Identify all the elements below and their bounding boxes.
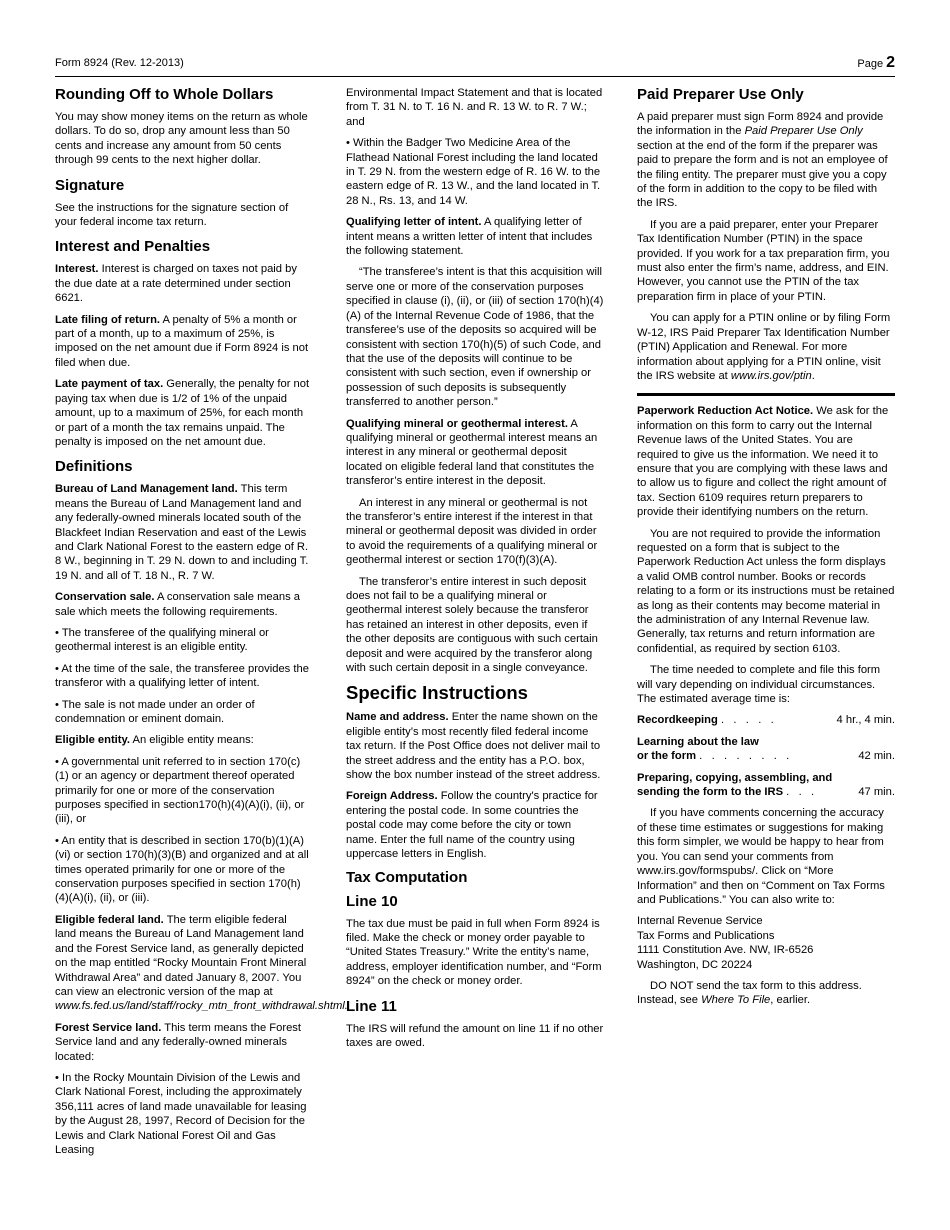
entire-interest-para: The transferor’s entire interest in such deposit does not fail to be a qualifying mineral or geothermal interest solely because the transferor has retained an interest in other deposits, even if the other deposits are contiguous with such certain deposit and were acquired by the transferor along with such certain deposit in a single conveyance. — [346, 575, 598, 675]
ee-bullet-1: • A governmental unit referred to in section 170(c)(1) or an agency or department thereof operated primarily for one or more of the conservation purposes specified in section170(h)(4)(A)(i), (ii), or (iii), or — [55, 755, 305, 826]
ppu-text-2: section at the end of the form if the preparer was paid to prepare the form and is not an employee of the filing entity. The preparer must give you a copy of the form in addition to the copy to be filed with the IRS. — [637, 139, 888, 210]
eligible-land-term: Eligible federal land. — [55, 913, 164, 926]
comments-para: If you have comments concerning the accuracy of these time estimates or suggestions for making this form simpler, we would be happy to hear from you. You can send your comments from www.irs.gov/formspubs/. Click on “More Information” and then on “Comment on Tax Forms and Publications.” You can also write to: — [637, 807, 885, 906]
pra-para-2: You are not required to provide the information requested on a form that is subject to the Paperwork Reduction Act unless the form displays a valid OMB control number. Books or records relating to a form or its instructions must be retained as long as their contents may become material in the administration of any Internal Revenue law. Generally, tax returns and return information are confidential, as required by section 6103. — [637, 527, 895, 655]
conservation-para — [55, 590, 310, 619]
pra-para-1 — [637, 404, 895, 519]
fs-bullet-1: • In the Rocky Mountain Division of the Lewis and Clark National Forest, including the approximately 356,111 acres of land made unavailable for leasing by the August 28, 1997, Record of Decision for the Lewis and Clark National Forest Oil and Gas Leasing — [55, 1071, 307, 1156]
late-payment-text: Generally, the penalty for not paying tax when due is 1/2 of 1% of the unpaid amount, up to a maximum of 25%, for each month or part of a month the tax remains unpaid. The penalty is imposed on the net amount due. — [55, 378, 310, 448]
interest-heading: Interest and Penalties — [55, 238, 211, 256]
late-filing-para — [55, 313, 310, 371]
est-prep-label-1: Preparing, copying, assembling, and — [637, 771, 833, 784]
est-record-dots: . . . . . — [720, 714, 774, 727]
fs-bullet-2: • Within the Badger Two Medicine Area of the Flathead National Forest including the land located in T. 29 N. from the western edge of R. 16 W. to the eastern edge of R. 13 W., and the land located in T. 28 N., Rs. 13, and 14 W. — [346, 137, 601, 207]
line-10-text: The tax due must be paid in full when Form 8924 is filed. Make the check or money order payable to “United States Treasury.” Write the entity’s name, address, employer identification number, and “Form 8924” on the check or money order. — [346, 917, 602, 988]
map-url: www.fs.fed.us/land/staff/rocky_mtn_front_withdrawal.shtml. — [55, 1000, 348, 1013]
dont-send-text-1: DO NOT send the tax form to this address. Instead, see — [637, 979, 862, 1007]
paid-preparer-para-3 — [637, 311, 895, 383]
qmg-term: Qualifying mineral or geothermal interest. — [346, 417, 568, 430]
foreign-address-para — [346, 789, 604, 861]
column-1 — [55, 86, 348, 1164]
form-label: Form 8924 (Rev. 12-2013) — [55, 57, 184, 69]
est-record-label: Recordkeeping — [637, 714, 718, 727]
page-header — [55, 54, 895, 77]
ppu-text-1: A paid preparer must sign Form 8924 and provide the information in the — [637, 111, 884, 138]
est-learn-label-2: or the form — [637, 750, 697, 763]
irs-address — [637, 914, 895, 972]
name-address-para — [346, 710, 604, 782]
late-filing-text: A penalty of 5% a month or part of a month, up to a maximum of 25%, is imposed on the net amount due if Form 8924 is not filed when due. — [55, 313, 309, 369]
forest-term: Forest Service land. — [55, 1021, 162, 1034]
est-record-value: 4 hr., 4 min. — [836, 714, 895, 727]
page-word: Page — [857, 58, 884, 70]
eligible-entity-term: Eligible entity. — [55, 734, 131, 747]
pra-text: We ask for the information on this form to carry out the Internal Revenue laws of the United States. You are required to give us the information. We need it to ensure that you are complying with these laws and to allow us to figure and collect the right amount of tax. Section 6109 requires return preparers to provide their identifying numbers on the return. — [637, 405, 889, 519]
qmg-text: A qualifying mineral or geothermal interest means an interest in any mineral or geothermal deposit located on eligible federal land that constitutes the transferor’s entire interest in the deposit. — [346, 417, 598, 488]
conservation-term: Conservation sale. — [55, 591, 155, 604]
estimate-learning — [637, 735, 895, 764]
conservation-text: A conservation sale means a sale which meets the following requirements. — [55, 591, 301, 618]
estimate-preparing — [637, 771, 895, 800]
do-not-send-para — [637, 979, 895, 1008]
interest-text: Interest is charged on taxes not paid by the due date at a rate determined under section 6621. — [55, 263, 297, 305]
address-line-3: 1111 Constitution Ave. NW, IR-6526 — [637, 944, 814, 957]
qli-text: A qualifying letter of intent means a written letter of intent that includes the following statement. — [346, 216, 593, 258]
section-divider — [637, 393, 895, 396]
pra-term: Paperwork Reduction Act Notice. — [637, 405, 814, 418]
late-payment-term: Late payment of tax. — [55, 378, 164, 391]
cs-bullet-3: • The sale is not made under an order of condemnation or eminent domain. — [55, 698, 255, 725]
est-learn-value: 42 min. — [858, 750, 895, 763]
blm-text: This term means the Bureau of Land Management land and any federally-owned minerals located south of the Blackfeet Indian Reservation and east of the Lewis and Clark National Forest to the eastern edge of R. 8 W., beginning in T. 29 N. down to and including T. 19 N. and all of T. 18 N., R. 7 W. — [55, 483, 309, 582]
signature-text: See the instructions for the signature section of your federal income tax return. — [55, 201, 289, 229]
eligible-entity-para — [55, 733, 310, 747]
paid-preparer-heading: Paid Preparer Use Only — [637, 86, 804, 103]
signature-heading: Signature — [55, 176, 125, 194]
address-line-2: Tax Forms and Publications — [637, 929, 775, 942]
paid-preparer-para-1 — [637, 110, 895, 211]
forest-para — [55, 1021, 310, 1064]
interest-para — [55, 262, 310, 305]
tax-computation-heading: Tax Computation — [346, 868, 468, 886]
ppu-italic: Paid Preparer Use Only — [744, 125, 863, 138]
est-learn-label-1: Learning about the law — [637, 735, 759, 748]
late-filing-term: Late filing of return. — [55, 313, 161, 326]
pra-para-3: The time needed to complete and file this form will vary depending on individual circumstances. The estimated average time is: — [637, 664, 881, 706]
paid-preparer-para-2: If you are a paid preparer, enter your Preparer Tax Identification Number (PTIN) in the space provided. If you work for a tax preparation firm, you must also enter the firm’s name, address, and EIN. However, you cannot use the PTIN of the tax preparation firm in place of your PTIN. — [637, 218, 890, 303]
eligible-land-text: The term eligible federal land means the Bureau of Land Management land and the Forest Service land, as generally depicted on the map entitled “Rocky Mountain Front Mineral Withdrawal Area” and dated January 8, 2007. You can view an electronic version of the map at — [55, 913, 307, 998]
where-to-file-ref: Where To File — [701, 994, 771, 1007]
page-number-label — [857, 54, 895, 72]
qli-term: Qualifying letter of intent. — [346, 216, 482, 229]
qli-para — [346, 215, 604, 258]
est-prep-value: 47 min. — [858, 786, 895, 799]
quote-para: “The transferee’s intent is that this acquisition will serve one or more of the conservation purposes specified in clause (i), (ii), or (iii) of section 170(h)(4)(A) of the Internal Revenue Code of 1986, that the transferee’s use of the deposits so acquired will be consistent with section 170(h)(5) of such Code, and that the use of the deposits will continue to be consistent with such section, even if ownership or possession of such deposits is subsequently transferred to another person.” — [346, 266, 604, 409]
line-11-heading: Line 11 — [346, 997, 397, 1015]
address-line-4: Washington, DC 20224 — [637, 958, 753, 971]
est-prep-dots: . . . — [786, 786, 815, 799]
interest-definition-para: An interest in any mineral or geothermal is not the transferor’s entire interest if the interest in that mineral or geothermal deposit was divided in order to avoid the requirements of a qualifying mineral or geothermal interest or section 170(f)(3)(A). — [346, 496, 598, 567]
est-learn-dots: . . . . . . . . — [699, 750, 790, 763]
ee-bullet-2: • An entity that is described in section 170(b)(1)(A)(vi) or section 170(h)(3)(B) and organized and at all times operated primarily for one or more of the conservation purposes specified in section 170(h)(4)(A)(i), (ii), or (iii). — [55, 834, 309, 905]
late-payment-para — [55, 377, 310, 449]
line-11-text: The IRS will refund the amount on line 11 if no other taxes are owed. — [346, 1022, 604, 1049]
dont-send-text-2: , earlier. — [770, 994, 811, 1007]
specific-instructions-heading: Specific Instructions — [346, 682, 528, 704]
est-prep-label-2: sending the form to the IRS — [637, 786, 784, 799]
ppu-end: . — [811, 369, 815, 382]
definitions-heading: Definitions — [55, 458, 133, 476]
interest-term: Interest. — [55, 263, 99, 276]
eligible-land-para — [55, 913, 348, 1014]
fs-continued: Environmental Impact Statement and that is located from T. 31 N. to T. 16 N. and R. 13 W. to R. 7 W.; and — [346, 87, 603, 128]
eligible-entity-text: An eligible entity means: — [130, 734, 254, 747]
cs-bullet-2: • At the time of the sale, the transferee provides the transferor with a qualifying letter of intent. — [55, 662, 309, 690]
column-3 — [637, 86, 895, 1015]
page-number: 2 — [886, 54, 895, 71]
rounding-heading: Rounding Off to Whole Dollars — [55, 86, 274, 103]
name-address-term: Name and address. — [346, 711, 449, 724]
blm-para — [55, 482, 310, 583]
rounding-text: You may show money items on the return as whole dollars. To do so, drop any amount less than 50 cents and increase any amount from 50 cents through 99 cents to the next higher dollar. — [55, 111, 308, 167]
line-10-heading: Line 10 — [346, 892, 398, 910]
qmg-para — [346, 417, 604, 489]
foreign-address-term: Foreign Address. — [346, 790, 438, 803]
cs-bullet-1: • The transferee of the qualifying mineral or geothermal interest is an eligible entity. — [55, 626, 269, 654]
ppu-para-3-text: You can apply for a PTIN online or by filing Form W-12, IRS Paid Preparer Tax Identification Number (PTIN) Application and Renewal. For more information about applying for a PTIN online, visit the IRS website at — [637, 312, 891, 382]
forest-text: This term means the Forest Service land and any federally-owned minerals located: — [55, 1021, 302, 1063]
address-line-1: Internal Revenue Service — [637, 915, 763, 928]
column-2 — [346, 86, 604, 1057]
estimate-recordkeeping — [637, 713, 895, 727]
name-address-text: Enter the name shown on the eligible entity’s most recently filed federal income tax return. If the Post Office does not deliver mail to the street address and the entity has a P.O. box, show the box number instead of the street address. — [346, 711, 601, 782]
ptin-url: www.irs.gov/ptin — [730, 369, 812, 382]
blm-term: Bureau of Land Management land. — [55, 483, 238, 496]
foreign-address-text: Follow the country's practice for entering the postal code. In some countries the postal code may come before the city or town name. Enter the full name of the country using uppercase letters in English. — [346, 790, 598, 861]
